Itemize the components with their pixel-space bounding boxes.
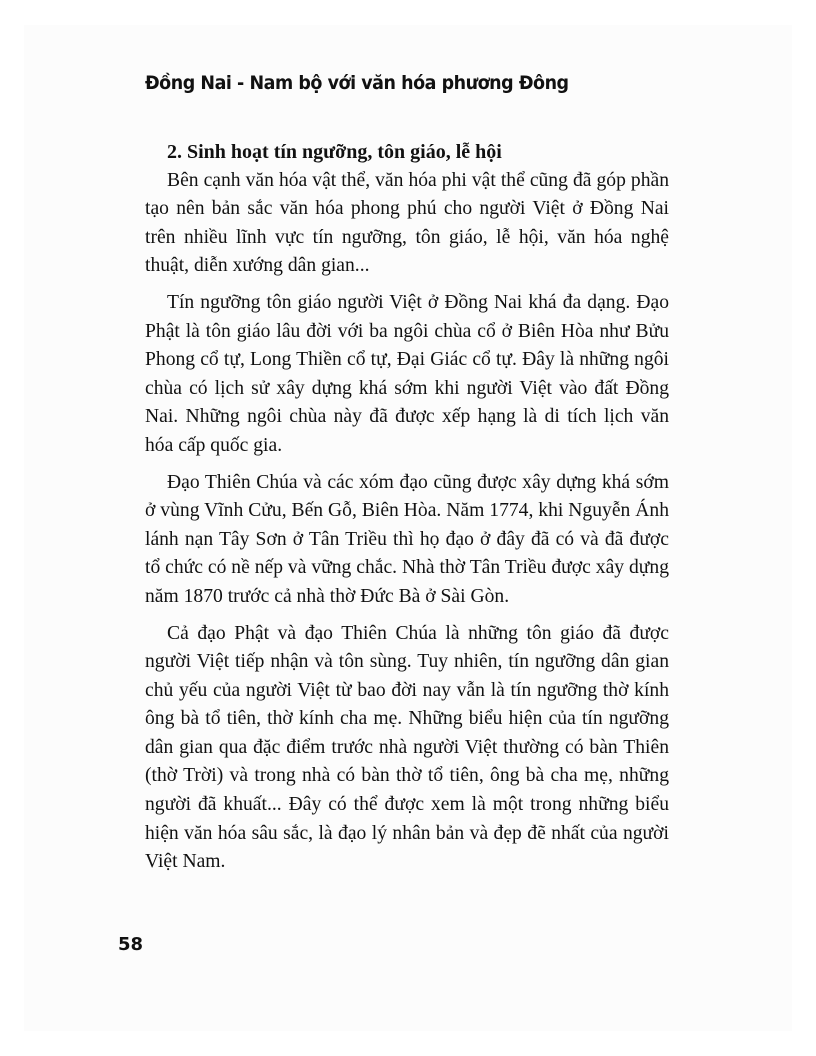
paragraph: Bên cạnh văn hóa vật thể, văn hóa phi vật thể cũng đã góp phần tạo nên bản sắc văn hóa phong phú cho người Việt ở Đồng Nai trên nhiều lĩnh vực tín ngưỡng, tôn giáo, lễ hội, văn hóa nghệ thuật, diễn xướng dân gian... — [145, 169, 669, 277]
running-head: Đồng Nai - Nam bộ với văn hóa phương Đông — [145, 72, 569, 94]
section-heading: 2. Sinh hoạt tín ngưỡng, tôn giáo, lễ hội — [167, 141, 502, 163]
page-number: 58 — [118, 934, 144, 955]
page-body — [145, 138, 669, 877]
paragraph: Tín ngưỡng tôn giáo người Việt ở Đồng Nai khá đa dạng. Đạo Phật là tôn giáo lâu đời với ba ngôi chùa cổ ở Biên Hòa như Bửu Phong cổ tự, Long Thiền cổ tự, Đại Giác cổ tự. Đây là những ngôi chùa có lịch sử xây dựng khá sớm khi người Việt vào đất Đồng Nai. Những ngôi chùa này đã được xếp hạng là di tích lịch văn hóa cấp quốc gia. — [145, 291, 669, 456]
paragraph: Đạo Thiên Chúa và các xóm đạo cũng được xây dựng khá sớm ở vùng Vĩnh Cửu, Bến Gỗ, Biên Hòa. Năm 1774, khi Nguyễn Ánh lánh nạn Tây Sơn ở Tân Triều thì họ đạo ở đây đã có và đã được tổ chức có nề nếp và vững chắc. Nhà thờ Tân Triều được xây dựng năm 1870 trước cả nhà thờ Đức Bà ở Sài Gòn. — [145, 471, 669, 607]
paragraph: Cả đạo Phật và đạo Thiên Chúa là những tôn giáo đã được người Việt tiếp nhận và tôn sùng. Tuy nhiên, tín ngưỡng dân gian chủ yếu của người Việt từ bao đời nay vẫn là tín ngưỡng thờ kính ông bà tổ tiên, thờ kính cha mẹ. Những biểu hiện của tín ngưỡng dân gian qua đặc điểm trước nhà người Việt thường có bàn Thiên (thờ Trời) và trong nhà có bàn thờ tổ tiên, ông bà cha mẹ, những người đã khuất... Đây có thể được xem là một trong những biểu hiện văn hóa sâu sắc, là đạo lý nhân bản và đẹp đẽ nhất của người Việt Nam. — [145, 622, 669, 873]
